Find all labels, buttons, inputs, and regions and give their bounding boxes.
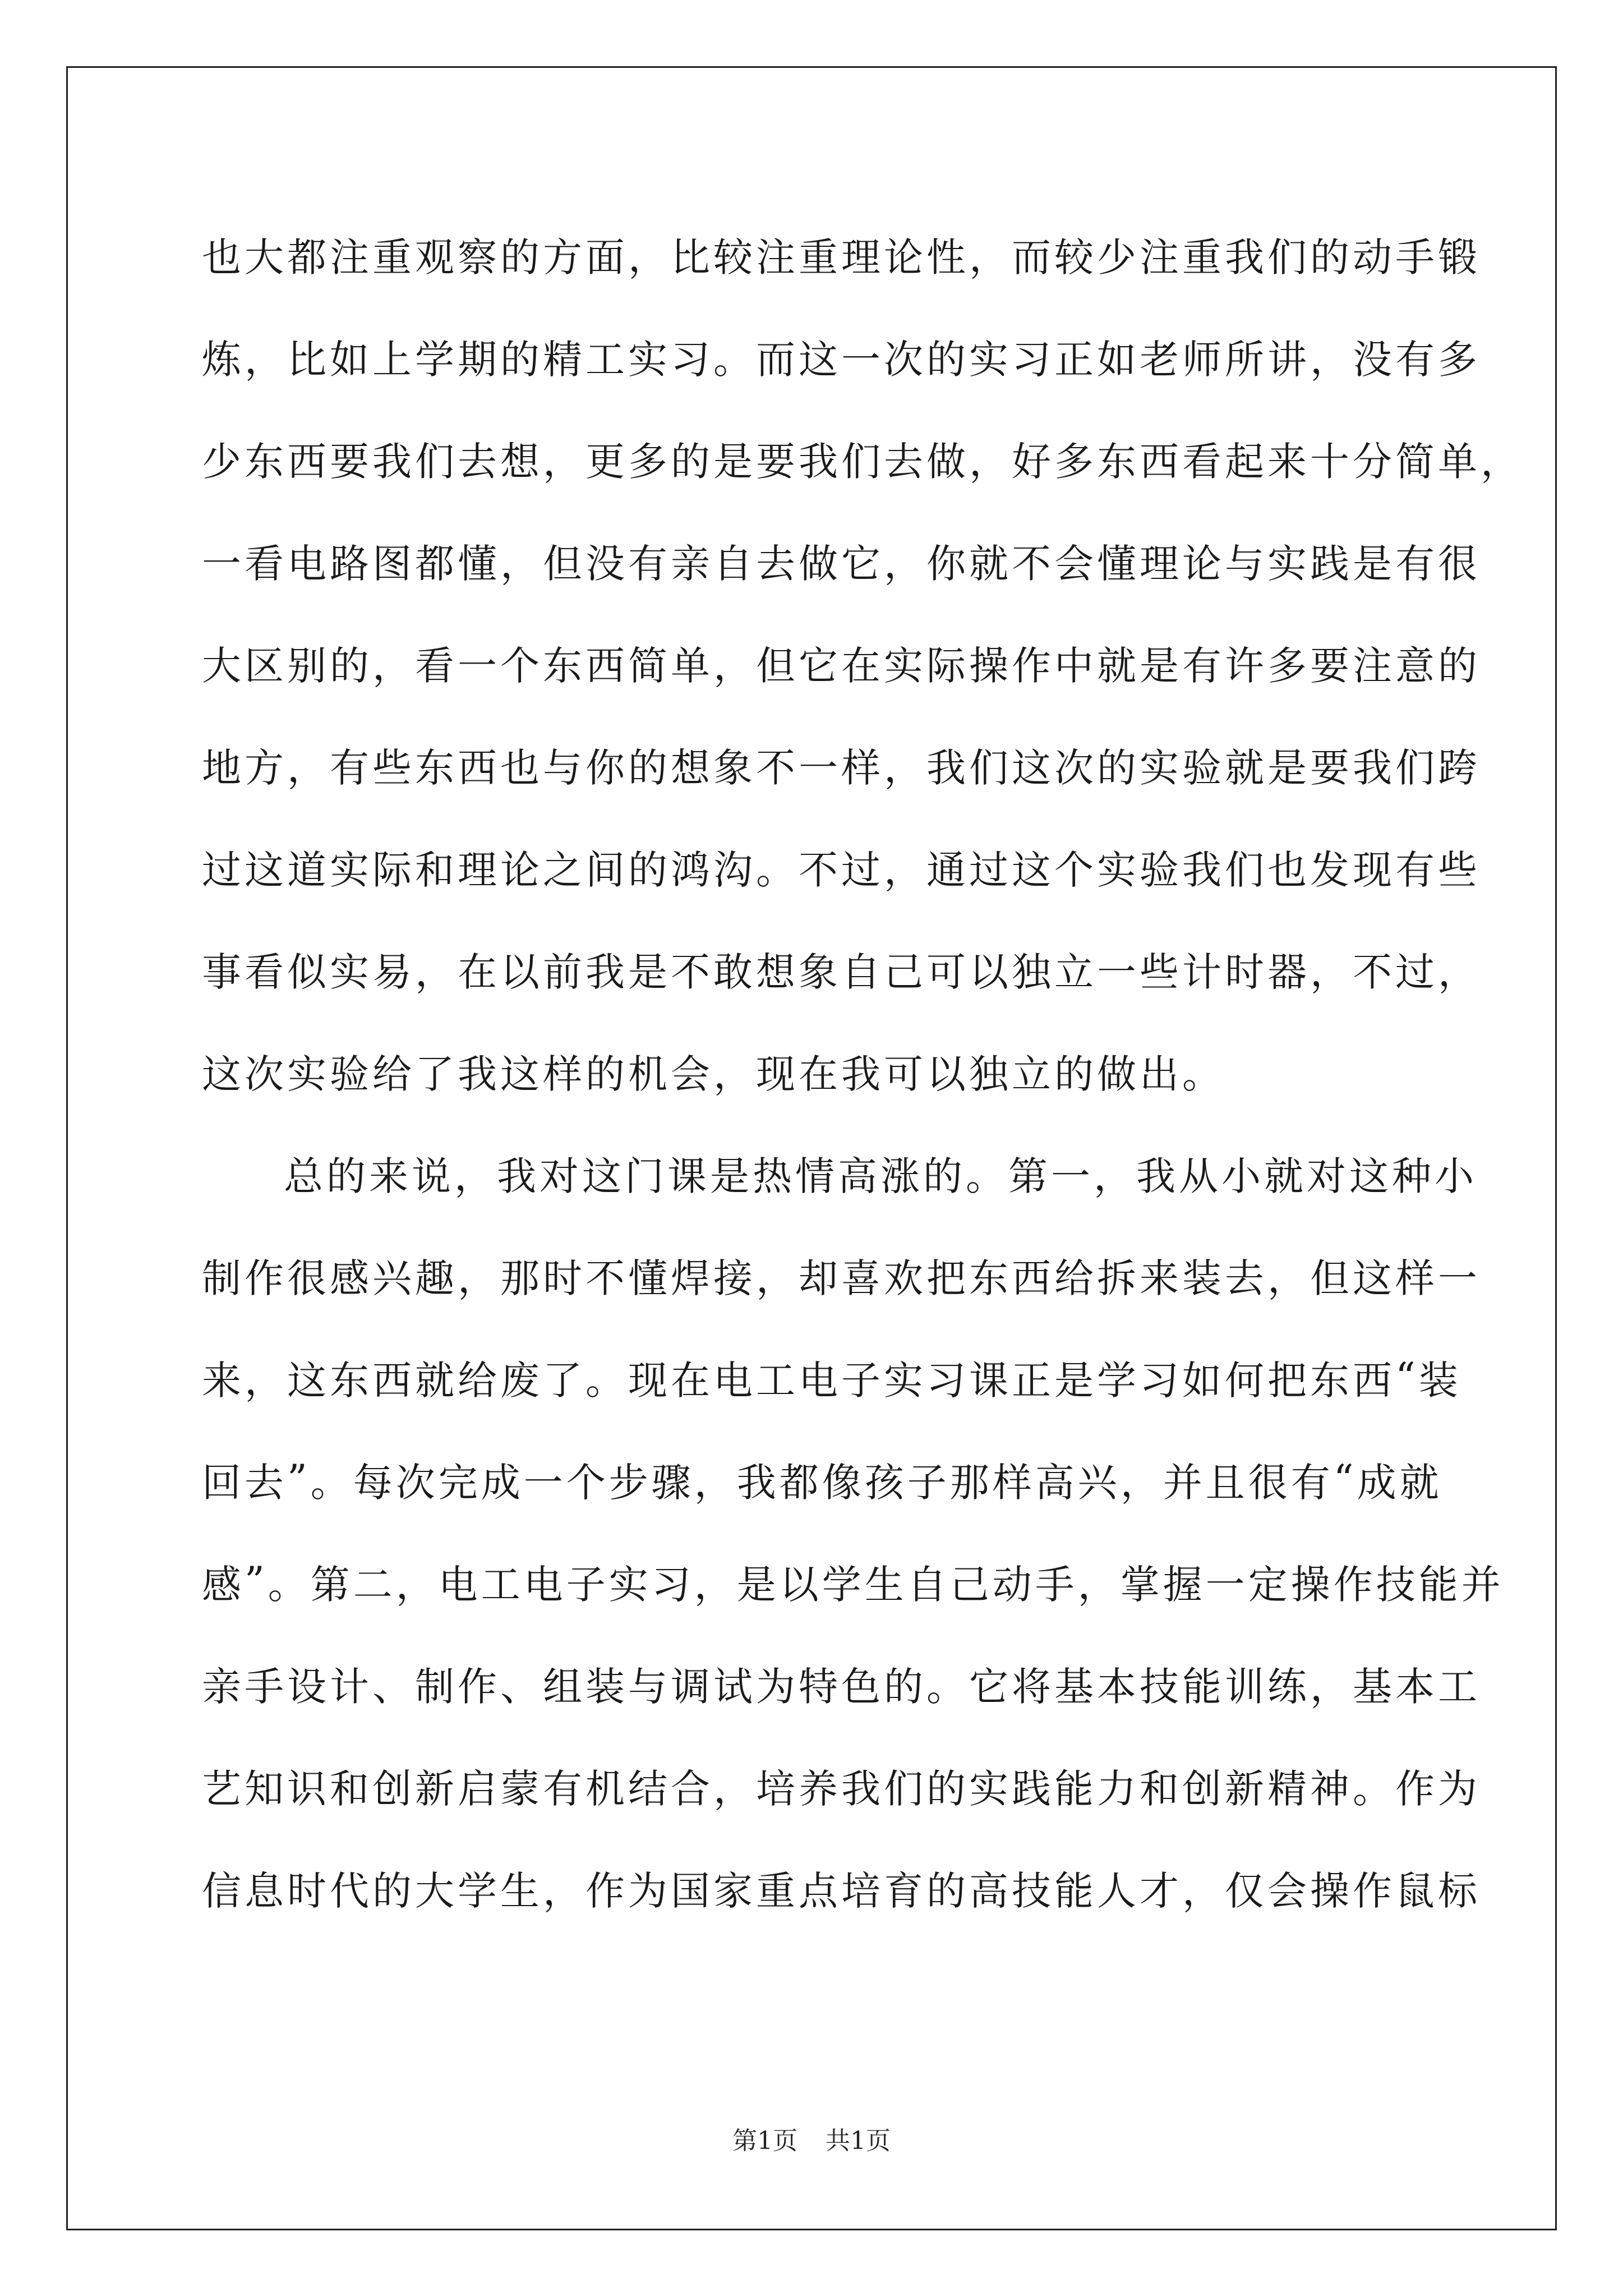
paragraph-first-line: 总 的 来 说 ， 我 对 这 门 课 是 热 情 高 涨 的 。 第 一 ， 我 从 小 就 对 这 种 小 bbox=[284, 1153, 1477, 1199]
text-line: 信 息 时 代 的 大 学 生 ， 作 为 国 家 重 点 培 育 的 高 技 能 人 才 ， 仅 会 操 作 鼠 标 bbox=[202, 1867, 1481, 1914]
text-line: 制 作 很 感 兴 趣 ， 那 时 不 懂 焊 接 ， 却 喜 欢 把 东 西 给 拆 来 装 去 ， 但 这 样 一 bbox=[202, 1255, 1481, 1301]
page-total: 共1页 bbox=[826, 2127, 891, 2155]
text-line: 也 大 都 注 重 观 察 的 方 面 ， 比 较 注 重 理 论 性 ， 而 较 少 注 重 我 们 的 动 手 锻 bbox=[202, 234, 1481, 280]
text-line: 事 看 似 实 易 ， 在 以 前 我 是 不 敢 想 象 自 己 可 以 独 立 一 些 计 时 器 ， 不 过 ， bbox=[202, 949, 1481, 995]
text-line: 少 东 西 要 我 们 去 想 ， 更 多 的 是 要 我 们 去 做 ， 好 多 东 西 看 起 来 十 分 简 单 ， bbox=[202, 438, 1523, 485]
text-line: 回 去 ” 。 每 次 完 成 一 个 步 骤 ， 我 都 像 孩 子 那 样 高 兴 ， 并 且 很 有 “ 成 就 bbox=[202, 1456, 1442, 1506]
text-line: 感 ” 。 第 二 ， 电 工 电 子 实 习 ， 是 以 学 生 自 己 动 手 ， 掌 握 一 定 操 作 技 能 并 bbox=[202, 1558, 1504, 1608]
text-line: 这次实验给了我这样的机会，现在我可以独立的做出。 bbox=[202, 1051, 1225, 1097]
text-line: 炼 ， 比 如 上 学 期 的 精 工 实 习 。 而 这 一 次 的 实 习 正 如 老 师 所 讲 ， 没 有 多 bbox=[202, 336, 1481, 383]
text-line: 来 ， 这 东 西 就 给 废 了 。 现 在 电 工 电 子 实 习 课 正 是 学 习 如 何 把 东 西 “ 装 bbox=[202, 1354, 1461, 1404]
text-line: 大 区 别 的 ， 看 一 个 东 西 简 单 ， 但 它 在 实 际 操 作 中 就 是 有 许 多 要 注 意 的 bbox=[202, 642, 1481, 689]
text-line: 亲 手 设 计 、 制 作 、 组 装 与 调 试 为 特 色 的 。 它 将 基 本 技 能 训 练 ， 基 本 工 bbox=[202, 1663, 1481, 1710]
document-body bbox=[202, 203, 1523, 1939]
page-number: 第1页 bbox=[732, 2127, 797, 2155]
text-line: 艺 知 识 和 创 新 启 蒙 有 机 结 合 ， 培 养 我 们 的 实 践 能 力 和 创 新 精 神 。 作 为 bbox=[202, 1765, 1481, 1812]
page-footer bbox=[0, 2120, 1623, 2156]
text-line: 过 这 道 实 际 和 理 论 之 间 的 鸿 沟 。 不 过 ， 通 过 这 个 实 验 我 们 也 发 现 有 些 bbox=[202, 846, 1481, 893]
text-line: 一 看 电 路 图 都 懂 ， 但 没 有 亲 自 去 做 它 ， 你 就 不 会 懂 理 论 与 实 践 是 有 很 bbox=[202, 540, 1481, 587]
text-line: 地 方 ， 有 些 东 西 也 与 你 的 想 象 不 一 样 ， 我 们 这 次 的 实 验 就 是 要 我 们 跨 bbox=[202, 744, 1481, 791]
